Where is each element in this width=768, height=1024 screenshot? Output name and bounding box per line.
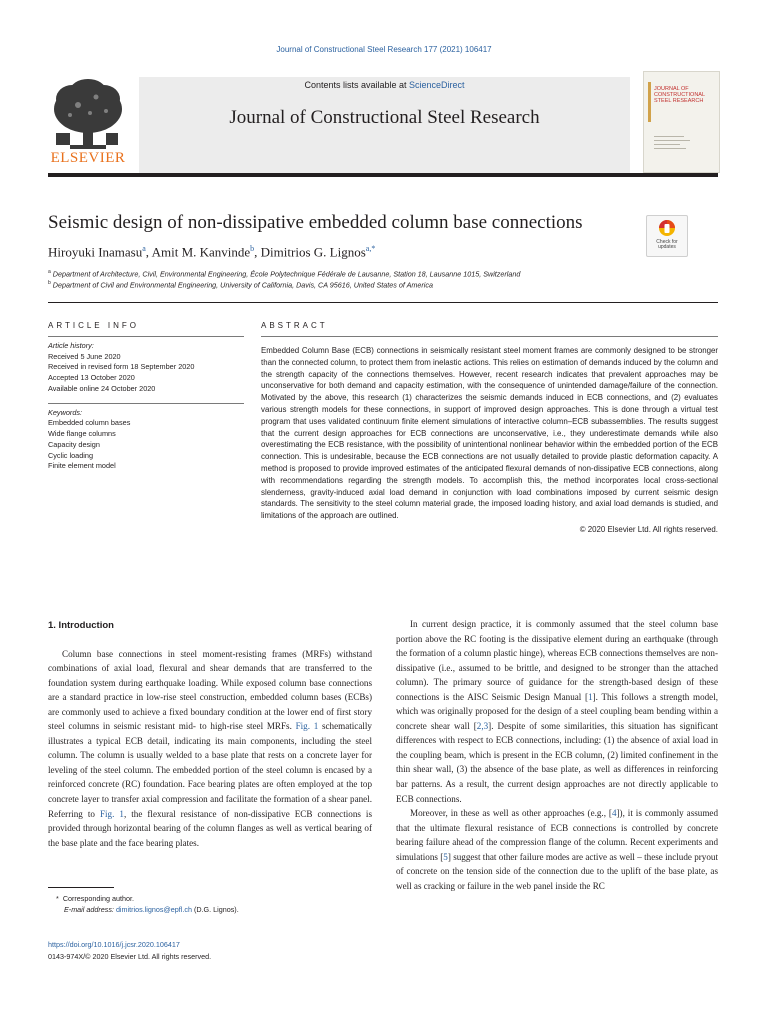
- history-label: Article history:: [48, 341, 94, 350]
- check-updates-icon: [647, 216, 687, 240]
- running-head[interactable]: Journal of Constructional Steel Research 177 (2021) 106417: [276, 45, 492, 54]
- history-entry: Accepted 13 October 2020: [48, 373, 135, 383]
- article-info-heading: ARTICLE INFO: [48, 321, 139, 330]
- keyword: Finite element model: [48, 461, 116, 471]
- cover-text-line: [654, 140, 690, 141]
- history-entry: Received 5 June 2020: [48, 351, 121, 361]
- abstract-panel: [261, 336, 718, 534]
- reference-link[interactable]: 5: [443, 851, 448, 862]
- doi-link[interactable]: https://doi.org/10.1016/j.jcsr.2020.106417: [48, 940, 180, 949]
- author-name[interactable]: Amit M. Kanvinde: [151, 244, 251, 260]
- body-text: ]), it is commonly assumed that the ultimate flexural resistance of ECB connections is controlled by concrete bearing failure ahead of the compression flange of the column. Recent experiments and simulations [: [396, 808, 718, 862]
- journal-cover-thumbnail[interactable]: [643, 71, 720, 173]
- body-text: ] suggest that other failure modes are active as well – these include pryout of concrete on the tension side of the connection due to the uplift of the base plate, as well as cracking or failure in the web panel inside the RC: [396, 851, 718, 891]
- affiliation-marker: b: [48, 280, 51, 286]
- article-title: Seismic design of non-dissipative embedded column base connections: [48, 212, 583, 233]
- author-name[interactable]: Hiroyuki Inamasu: [48, 244, 143, 260]
- check-for-updates-badge[interactable]: [646, 215, 688, 257]
- body-text: ]. This follows a strength model, which was originally proposed for the design of a steel coupling beam bending within a concrete shear wall [: [396, 691, 719, 731]
- masthead-rule: [48, 173, 718, 177]
- title-block-rule: [48, 302, 718, 303]
- contents-prefix: Contents lists available at: [304, 80, 410, 90]
- body-paragraph: [48, 647, 372, 851]
- keywords-label: Keywords:: [48, 407, 83, 417]
- reference-link[interactable]: 4: [611, 808, 617, 819]
- check-updates-label: Check for updates: [656, 239, 678, 250]
- corresponding-author-note: [56, 894, 134, 903]
- footnote-asterisk: *: [56, 894, 59, 903]
- cover-accent-bar: [648, 82, 651, 122]
- section-heading: 1. Introduction: [48, 620, 114, 631]
- abstract-text: Embedded Column Base (ECB) connections in seismically resistant steel moment frames are commonly designed to be stronger than the connected column, to protect them from inelastic actions. This relies on estimation of demands induced by the column and the strength capacity of the connections themselves. However, recent research indicates that prevalent approaches may be unconservative for both demand and capacity estimation, with the consequence of unintended damage/failure of the connection. Motivated by the above, this research (1) characterizes the seismic demands induced in ECB connections, and (2) evaluates various strength models for these connections, in support of improved design approaches. This is done through a virtual test program that uses validated continuum finite element simulations of interactive column–ECB subassemblies. The results suggest that the current design approaches for ECB connections are unconservative, i.e., they underestimate demands while also overestimating the ECB resistance, with the possibility of unintentional nonlinear behavior within the embedded portion of the ECB connection. This is undesirable, because the ECB connections are not usually detailed to provide plastic deformation capacity. A method is proposed to provide improved estimates of the anticipated flexural demands of non-dissipative ECB connections, along with recommendations regarding the strength models. To accomplish this, the method incorporates local cross-sectional slenderness, gravity-induced axial load demand in conjunction with load combinations imposed by current seismic design standards. The sensitivity to the steel column material grade, the imposed loading history, and axial load demands is studied, and limitations of the approach are outlined.: [261, 346, 718, 521]
- affiliation-text: Department of Architecture, Civil, Environmental Engineering, École Polytechnique Fédérale de Lausanne, Station 18, Lausanne 1015, Switzerland: [52, 269, 521, 279]
- reference-link[interactable]: 2,3: [476, 720, 489, 731]
- corresponding-author-text: Corresponding author.: [62, 894, 134, 903]
- author-affiliation-marker[interactable]: a,*: [365, 244, 376, 253]
- body-text: schematically illustrates a typical ECB detail, indicating its main components, including the steel column. The column is usually welded to a base plate that rests on a concrete layer for leveling of the steel column. The embedded portion of the steel column is encased by a reinforced concrete (RC) foundation. Face bearing plates are often employed at the top concrete layer to transfer axial compression and facilitate the formation of a shear panel. Referring to: [48, 721, 372, 819]
- figure-link[interactable]: Fig. 1: [295, 721, 319, 732]
- cover-text-line: [654, 148, 686, 149]
- abstract-heading: ABSTRACT: [261, 321, 328, 330]
- email-link[interactable]: dimitrios.lignos@epfl.ch: [115, 905, 192, 914]
- keyword: Cyclic loading: [48, 450, 94, 460]
- body-column-left: [48, 619, 372, 850]
- body-text: In current design practice, it is commonly assumed that the steel column base portion above the RC footing is the dissipative element during an earthquake (through the formation of a column plastic hinge), whereas ECB connections themselves are non-dissipative (i.e., assumed to be brittle, and designed to be stronger than the attached column). The primary source of guidance for the strength-based design of these connections is the AISC Seismic Design Manual [: [396, 619, 718, 702]
- email-owner: (D.G. Lignos).: [191, 905, 239, 914]
- history-entry: Available online 24 October 2020: [48, 383, 156, 393]
- journal-title[interactable]: Journal of Constructional Steel Research: [229, 107, 540, 128]
- body-text: , the flexural resistance of non-dissipative ECB connections is provided through horizontal bearing of the column flanges as well as vertical bearing of the base plate and the face bearing plates.: [48, 808, 372, 848]
- article-info-panel: [48, 336, 244, 472]
- article-info-rule: [48, 403, 244, 404]
- footnote-rule: [48, 887, 114, 888]
- email-note: [64, 905, 239, 914]
- body-text: ]. Despite of some similarities, this situation has significant differences with respect to ECB connections, including: (1) the absence of axial load in the coupling beam, which is present in the ECB column, (2) limited confinement in the thin shear wall, (3) the absence of the base plate, as well as differences in reinforcing bar patterns. As a result, the current design approaches are not directly applicable to ECB connections.: [396, 720, 718, 804]
- author-name[interactable]: Dimitrios G. Lignos: [260, 244, 366, 260]
- cover-title: JOURNAL OF CONSTRUCTIONAL STEEL RESEARCH: [654, 86, 705, 104]
- contents-line: [139, 80, 630, 90]
- reference-link[interactable]: 1: [588, 691, 593, 702]
- author-affiliation-marker[interactable]: a: [142, 244, 146, 253]
- keyword: Embedded column bases: [48, 418, 131, 428]
- history-entry: Received in revised form 18 September 2020: [48, 362, 195, 372]
- figure-link[interactable]: Fig. 1: [99, 808, 124, 819]
- article-info-rule: [48, 336, 244, 337]
- abstract-copyright: © 2020 Elsevier Ltd. All rights reserved.: [579, 524, 718, 534]
- abstract-rule: [261, 336, 718, 337]
- masthead: [48, 71, 718, 173]
- author-affiliation-marker[interactable]: b: [250, 244, 255, 253]
- affiliation: [48, 280, 728, 289]
- keyword: Capacity design: [48, 439, 100, 449]
- keyword: Wide flange columns: [48, 428, 116, 438]
- body-paragraph: [396, 806, 718, 893]
- affiliation: [48, 269, 728, 278]
- author-separator: ,: [254, 244, 261, 260]
- body-text: Column base connections in steel moment-resisting frames (MRFs) withstand combinations of axial load, flexural and shear demands that are transferred to the foundation system during earthquake loading. While exposed column base connections are a standard practice in low-rise steel construction, embedded column bases (ECBs) are commonly used to achieve a fixed boundary condition at the lower end of first story steel columns in seismic resistant mid- to high-rise steel MRFs.: [48, 648, 372, 732]
- cover-text-line: [654, 144, 680, 145]
- affiliation-marker: a: [48, 269, 51, 275]
- author-list: [48, 244, 628, 260]
- affiliation-text: Department of Civil and Environmental Engineering, University of California, Davis, CA 95616, United States of America: [52, 280, 433, 290]
- body-text: Moreover, in these as well as other approaches (e.g., [: [410, 808, 612, 819]
- sciencedirect-link[interactable]: ScienceDirect: [409, 80, 465, 90]
- body-column-right: [396, 617, 718, 893]
- author-separator: ,: [145, 244, 152, 260]
- publisher-wordmark: ELSEVIER: [50, 150, 126, 166]
- body-paragraph: [396, 617, 718, 806]
- email-label: E-mail address:: [64, 905, 116, 914]
- issn-copyright: 0143-974X/© 2020 Elsevier Ltd. All rights reserved.: [48, 952, 212, 961]
- cover-text-line: [654, 136, 684, 137]
